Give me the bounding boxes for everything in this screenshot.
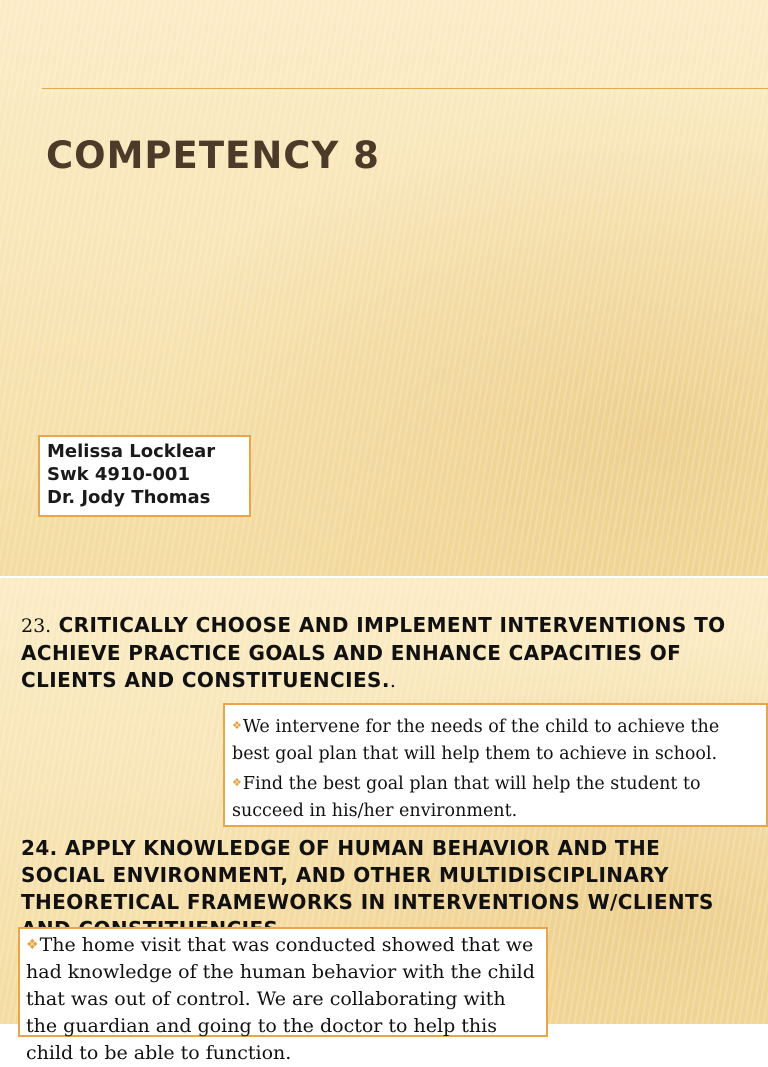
bullet-text: Find the best goal plan that will help the student to succeed in his/her environment.: [232, 774, 701, 821]
title-divider-line: [42, 88, 768, 89]
bullet-text: We intervene for the needs of the child to achieve the best goal plan that will help them to achieve in school.: [232, 717, 720, 764]
competency-23-text: CRITICALLY CHOOSE AND IMPLEMENT INTERVENTIONS TO ACHIEVE PRACTICE GOALS AND ENHANCE CAPACITIES OF CLIENTS AND CONSTITUENCIES.: [21, 613, 726, 692]
content-slide: [0, 578, 768, 1064]
competency-23-bullets-box: [223, 703, 768, 827]
diamond-bullet-icon: ❖: [232, 776, 242, 789]
bullet-item: [26, 932, 542, 1067]
author-info-box: [38, 435, 251, 517]
author-name: Melissa Locklear: [47, 441, 216, 462]
bullet-item: [232, 769, 760, 825]
competency-24-bullets-box: [18, 927, 548, 1064]
competency-24-heading: 24. APPLY KNOWLEDGE OF HUMAN BEHAVIOR AND THE SOCIAL ENVIRONMENT, AND OTHER MULTIDISCIPLINARY THEORETICAL FRAMEWORKS IN INTERVENTIONS W/CLIENTS: [21, 836, 714, 914]
competency-23-trailing: .: [389, 670, 396, 692]
diamond-bullet-icon: ❖: [232, 719, 242, 732]
competency-23-heading: [21, 612, 751, 695]
diamond-bullet-icon: ❖: [26, 937, 39, 953]
slide-title: COMPETENCY 8: [46, 134, 380, 177]
course-code: Swk 4910-001: [47, 464, 190, 485]
competency-23-number: 23.: [21, 615, 52, 637]
instructor-name: Dr. Jody Thomas: [47, 487, 211, 508]
bullet-text: The home visit that was conducted showed that we had knowledge of the human behavior with the child that was out of control. We are collaborating with the guardian and going to the doctor to help this child to be able to function.: [26, 934, 535, 1064]
bullet-item: [232, 712, 760, 768]
